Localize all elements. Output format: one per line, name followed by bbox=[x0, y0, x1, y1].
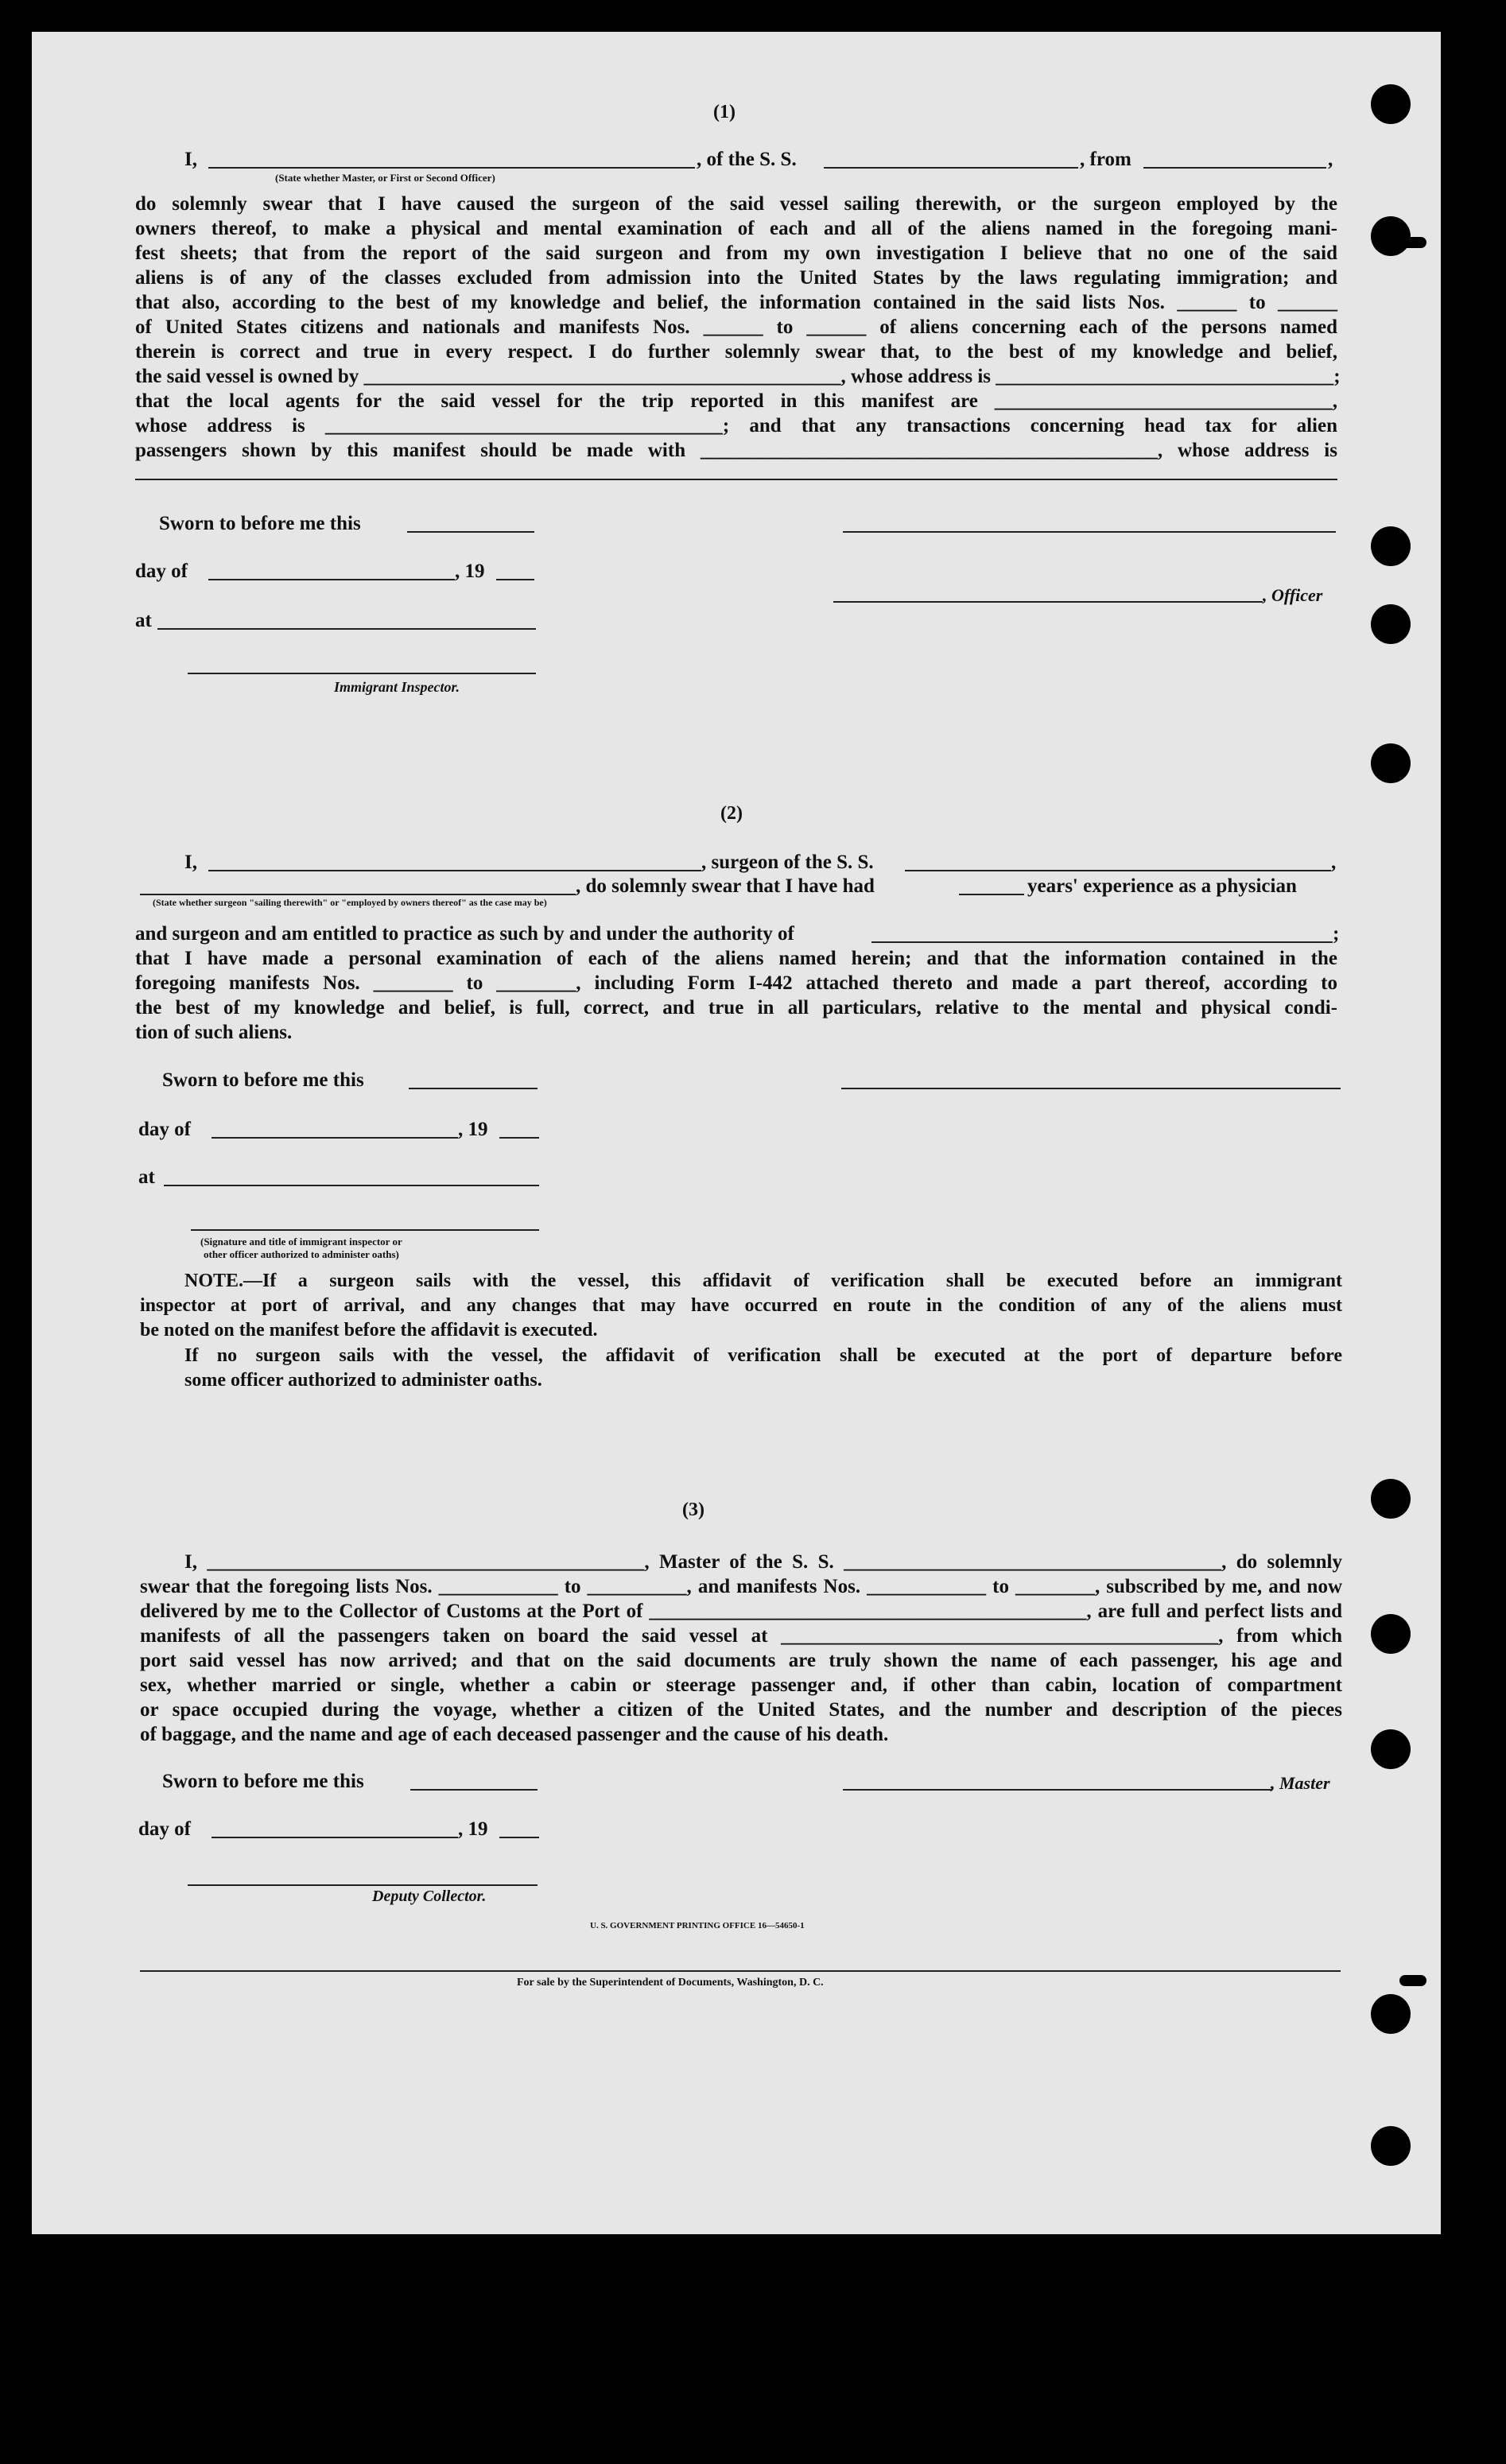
form-line: , do solemnly swear that I have had bbox=[576, 875, 875, 897]
oath-text: swear that the foregoing lists Nos. ____________ to __________, and manifests Nos. ____________ to ________, subscribed by me, and now bbox=[140, 1576, 1342, 1597]
form-line: I, bbox=[184, 149, 197, 170]
day-label: day of bbox=[138, 1119, 191, 1140]
day-label: day of bbox=[138, 1818, 191, 1840]
punch-hole bbox=[1371, 604, 1411, 644]
oath-text: aliens is of any of the classes excluded from admission into the United States by the laws regulating immigration; and bbox=[135, 267, 1337, 289]
form-line: and surgeon and am entitled to practice as such by and under the authority of bbox=[135, 923, 794, 945]
oath-text: owners thereof, to make a physical and mental examination of each and all of the aliens named in the foregoing mani- bbox=[135, 218, 1337, 239]
signature-line bbox=[188, 673, 536, 674]
year-label: , 19 bbox=[458, 1818, 488, 1840]
section-number: (1) bbox=[713, 102, 736, 122]
blank-field bbox=[212, 1837, 458, 1838]
note-text: NOTE.—If a surgeon sails with the vessel, this affidavit of verification shall be executed before an immigrant bbox=[184, 1271, 1342, 1291]
signature-line bbox=[188, 1884, 538, 1886]
blank-field bbox=[499, 1137, 539, 1139]
blank-field bbox=[496, 579, 534, 580]
oath-text: or space occupied during the voyage, whether a citizen of the United States, and the number and description of the pieces bbox=[140, 1699, 1342, 1721]
field-note: (State whether Master, or First or Second Officer) bbox=[275, 172, 495, 184]
year-label: , 19 bbox=[458, 1119, 488, 1140]
signature-line bbox=[841, 1088, 1341, 1089]
form-line: I, bbox=[184, 852, 197, 873]
printing-office: U. S. GOVERNMENT PRINTING OFFICE 16—54650-1 bbox=[590, 1921, 805, 1930]
master-label: , Master bbox=[1271, 1773, 1330, 1793]
oath-text: passengers shown by this manifest should be made with ______________________________________________, whose address is bbox=[135, 440, 1337, 461]
note-text: If no surgeon sails with the vessel, the affidavit of verification shall be executed at the port of departure before bbox=[184, 1345, 1342, 1366]
punch-hole bbox=[1371, 84, 1411, 124]
punch-hole bbox=[1371, 526, 1411, 566]
blank-field bbox=[208, 579, 455, 580]
signature-line bbox=[833, 601, 1263, 603]
note-text: be noted on the manifest before the affidavit is executed. bbox=[140, 1320, 598, 1341]
punch-hole bbox=[1399, 1975, 1426, 1986]
form-line: , surgeon of the S. S. bbox=[701, 852, 874, 873]
note-text: inspector at port of arrival, and any changes that may have occurred en route in the condition of any of the aliens must bbox=[140, 1295, 1342, 1316]
oath-text: I, ____________________________________________, Master of the S. S. ______________________________________, do solemnly bbox=[184, 1551, 1342, 1573]
blank-field bbox=[499, 1837, 539, 1838]
section-number: (3) bbox=[682, 1500, 704, 1520]
oath-text: therein is correct and true in every respect. I do further solemnly swear that, to the best of my knowledge and belief, bbox=[135, 341, 1337, 363]
form-line: ; bbox=[1333, 923, 1340, 945]
divider bbox=[140, 1970, 1341, 1972]
oath-text: port said vessel has now arrived; and that on the said documents are truly shown the name of each passenger, his age and bbox=[140, 1650, 1342, 1671]
oath-text: delivered by me to the Collector of Customs at the Port of ____________________________________________, are full and perfect lists and bbox=[140, 1601, 1342, 1622]
inspector-label: Immigrant Inspector. bbox=[334, 679, 460, 695]
oath-text: of United States citizens and nationals and manifests Nos. ______ to ______ of aliens concerning each of the persons named bbox=[135, 316, 1337, 338]
oath-text: that the local agents for the said vessel for the trip reported in this manifest are __________________________________, bbox=[135, 390, 1337, 412]
footer-text: For sale by the Superintendent of Documents, Washington, D. C. bbox=[517, 1977, 824, 1989]
oath-text: fest sheets; that from the report of the said surgeon and from my own investigation I believe that no one of the said bbox=[135, 243, 1337, 264]
punch-hole bbox=[1371, 1994, 1411, 2034]
blank-field bbox=[164, 1185, 539, 1186]
blank-field bbox=[140, 894, 576, 895]
blank-field bbox=[824, 167, 1078, 169]
oath-text: that I have made a personal examination of each of the aliens named herein; and that the information contained in the bbox=[135, 948, 1337, 969]
punch-hole bbox=[1371, 743, 1411, 783]
signature-line bbox=[843, 1789, 1272, 1791]
blank-field bbox=[959, 894, 1024, 895]
deputy-label: Deputy Collector. bbox=[372, 1888, 487, 1905]
note-text: some officer authorized to administer oaths. bbox=[184, 1370, 542, 1391]
officer-label: , Officer bbox=[1263, 585, 1323, 605]
punch-hole bbox=[1371, 1479, 1411, 1519]
signature-note: (Signature and title of immigrant inspector or bbox=[200, 1236, 402, 1248]
punch-hole bbox=[1371, 216, 1411, 256]
oath-text: that also, according to the best of my knowledge and belief, the information contained in the said lists Nos. ______ to ______ bbox=[135, 292, 1337, 313]
punch-hole bbox=[1371, 1729, 1411, 1769]
oath-text: foregoing manifests Nos. ________ to ________, including Form I-442 attached thereto and made a part thereof, according to bbox=[135, 972, 1337, 994]
oath-text: do solemnly swear that I have caused the surgeon of the said vessel sailing therewith, or the surgeon employed by the bbox=[135, 193, 1337, 215]
sworn-label: Sworn to before me this bbox=[162, 1069, 364, 1091]
blank-field bbox=[407, 531, 534, 533]
blank-field bbox=[1143, 167, 1326, 169]
form-line: , from bbox=[1080, 149, 1131, 170]
oath-text: whose address is ________________________________________; and that any transactions concerning head tax for alien bbox=[135, 415, 1337, 437]
signature-note: other officer authorized to administer oaths) bbox=[204, 1248, 399, 1260]
blank-field bbox=[871, 941, 1333, 943]
blank-field bbox=[208, 870, 701, 871]
punch-hole bbox=[1399, 237, 1426, 248]
punch-hole bbox=[1371, 1614, 1411, 1654]
blank-field bbox=[409, 1088, 538, 1089]
signature-line bbox=[843, 531, 1336, 533]
form-line: years' experience as a physician bbox=[1027, 875, 1297, 897]
at-label: at bbox=[135, 610, 152, 631]
day-label: day of bbox=[135, 561, 188, 582]
blank-field bbox=[410, 1789, 538, 1791]
signature-line bbox=[191, 1229, 539, 1231]
oath-text: the best of my knowledge and belief, is full, correct, and true in all particulars, relative to the mental and physical condi- bbox=[135, 997, 1337, 1019]
form-line: , of the S. S. bbox=[697, 149, 797, 170]
field-note: (State whether surgeon "sailing therewith" or "employed by owners thereof" as the case may be) bbox=[153, 897, 547, 908]
year-label: , 19 bbox=[455, 561, 485, 582]
at-label: at bbox=[138, 1166, 155, 1188]
oath-text: the said vessel is owned by ________________________________________________, whose address is __________________________________; bbox=[135, 366, 1341, 387]
blank-field bbox=[157, 628, 536, 630]
sworn-label: Sworn to before me this bbox=[162, 1771, 364, 1792]
sworn-label: Sworn to before me this bbox=[159, 513, 361, 534]
blank-field bbox=[208, 167, 695, 169]
oath-text: manifests of all the passengers taken on board the said vessel at ____________________________________________, from which bbox=[140, 1625, 1342, 1647]
form-line: , bbox=[1331, 852, 1337, 873]
oath-text: of baggage, and the name and age of each deceased passenger and the cause of his death. bbox=[140, 1724, 889, 1745]
blank-field bbox=[212, 1137, 458, 1139]
form-line: , bbox=[1328, 149, 1333, 170]
blank-field bbox=[135, 479, 1337, 480]
punch-hole bbox=[1371, 2126, 1411, 2166]
oath-text: sex, whether married or single, whether a cabin or steerage passenger and, if other than cabin, location of compartment bbox=[140, 1674, 1342, 1696]
oath-text: tion of such aliens. bbox=[135, 1022, 293, 1043]
blank-field bbox=[905, 870, 1331, 871]
section-number: (2) bbox=[720, 803, 743, 824]
